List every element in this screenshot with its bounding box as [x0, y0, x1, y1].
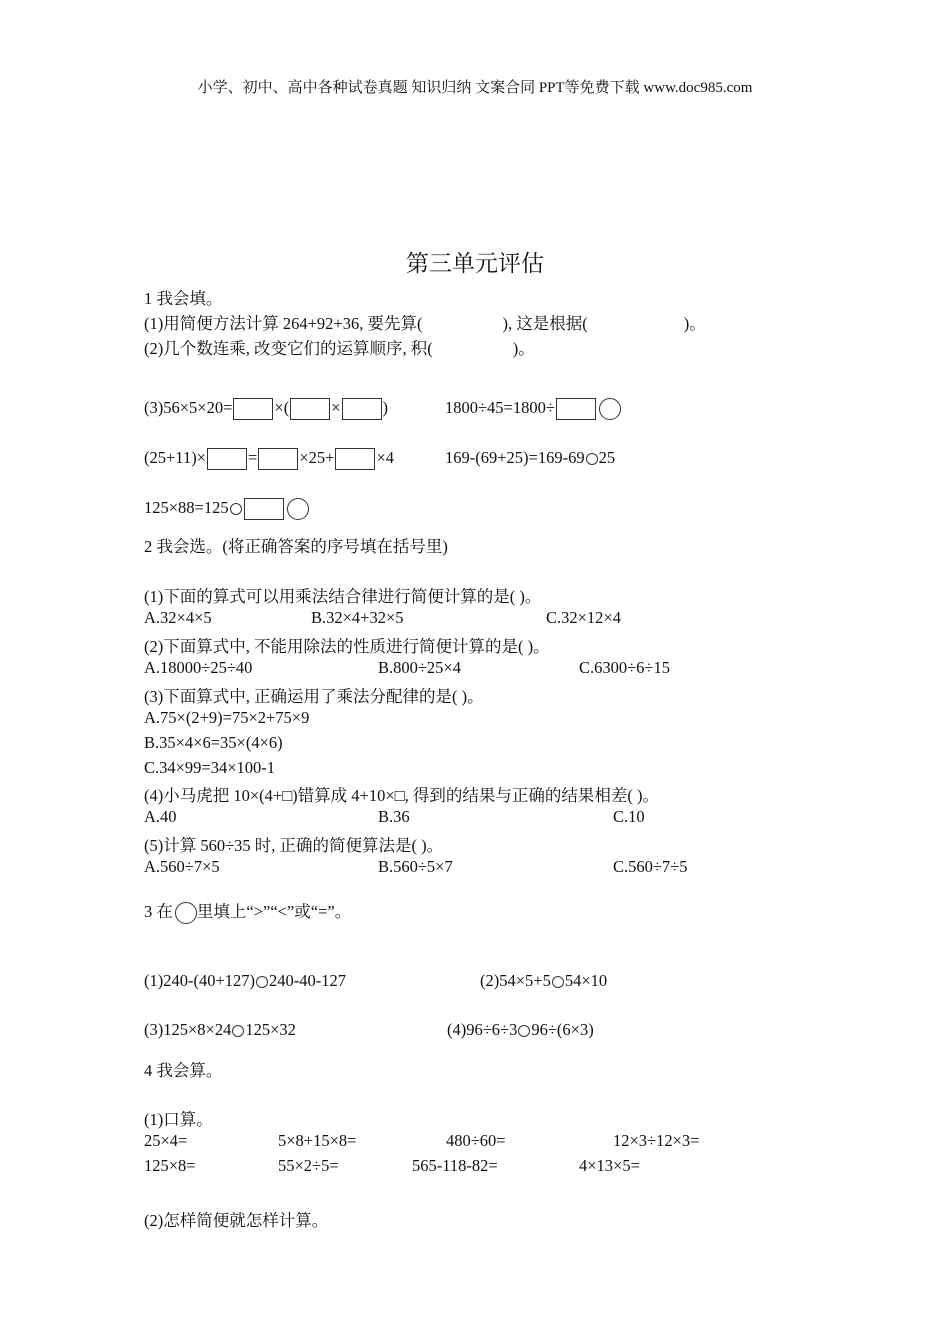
s1-q1-text-c: )。 — [683, 314, 706, 333]
section-1-heading: 1 我会填。 — [144, 289, 223, 308]
s4-subheading-2: (2)怎样简便就怎样计算。 — [144, 1211, 329, 1230]
answer-box[interactable] — [290, 398, 330, 420]
s2-question-2: (2)下面算式中, 不能用除法的性质进行简便计算的是( )。 — [144, 637, 550, 656]
option-a[interactable]: A.75×(2+9)=75×2+75×9 — [144, 708, 310, 727]
s1-question-2 — [144, 335, 535, 359]
s1-question-4-right — [445, 448, 615, 468]
s1-q3-right-text: 1800÷45=1800÷ — [445, 398, 555, 417]
s1-q4-text-d: ×4 — [376, 448, 394, 467]
compare-circle[interactable] — [518, 1025, 530, 1037]
option-c[interactable]: C.32×12×4 — [546, 608, 621, 627]
s1-q3-text-a: (3)56×5×20= — [144, 398, 233, 417]
s2-options-2 — [144, 658, 670, 678]
answer-box[interactable] — [207, 448, 247, 470]
s2-options-4 — [144, 807, 645, 827]
s1-q4-right-text-b: 25 — [598, 448, 616, 467]
section-3-heading — [144, 898, 351, 924]
section-2-heading: 2 我会选。(将正确答案的序号填在括号里) — [144, 537, 448, 556]
s2-options-5 — [144, 857, 688, 877]
option-c[interactable]: C.34×99=34×100-1 — [144, 758, 276, 777]
option-a[interactable]: A.18000÷25÷40 — [144, 658, 253, 677]
s1-q4-text-b: = — [248, 448, 258, 467]
s1-q3-text-b: ×( — [274, 398, 290, 417]
s2-question-1: (1)下面的算式可以用乘法结合律进行简便计算的是( )。 — [144, 587, 542, 606]
compare-circle[interactable] — [586, 453, 598, 465]
option-b[interactable]: B.35×4×6=35×(4×6) — [144, 733, 283, 752]
option-a[interactable]: A.32×4×5 — [144, 608, 212, 627]
oral-calc-item: 55×2÷5= — [278, 1156, 339, 1175]
s1-q4-right-text-a: 169-(69+25)=169-69 — [445, 448, 585, 467]
option-b[interactable]: B.36 — [378, 807, 410, 826]
option-c[interactable]: C.10 — [613, 807, 645, 826]
s3-q1-text-b: 240-40-127 — [269, 971, 347, 990]
s3-q2-text-b: 54×10 — [564, 971, 608, 990]
s3-heading-text-a: 3 在 — [144, 902, 173, 921]
s4-subheading-1: (1)口算。 — [144, 1110, 213, 1129]
s3-q3-text-a: (3)125×8×24 — [144, 1020, 232, 1039]
answer-box[interactable] — [335, 448, 375, 470]
s1-question-1 — [144, 310, 706, 334]
s3-q3-text-b: 125×32 — [245, 1020, 296, 1039]
s1-question-3-left — [144, 398, 388, 420]
oral-calc-item: 565-118-82= — [412, 1156, 498, 1175]
s3-q4-text-b: 96÷(6×3) — [531, 1020, 594, 1039]
option-c[interactable]: C.560÷7÷5 — [613, 857, 688, 876]
oral-calc-item: 25×4= — [144, 1131, 188, 1150]
s2-options-1 — [144, 608, 621, 628]
s1-q5-text: 125×88=125 — [144, 498, 229, 517]
option-a[interactable]: A.560÷7×5 — [144, 857, 220, 876]
s1-question-3-right — [445, 398, 621, 420]
s2-question-3: (3)下面算式中, 正确运用了乘法分配律的是( )。 — [144, 687, 484, 706]
s3-heading-text-b: 里填上“>”“<”或“=”。 — [196, 902, 352, 921]
compare-circle[interactable] — [232, 1025, 244, 1037]
s1-q1-text-b: ), 这是根据( — [502, 314, 588, 333]
oral-calc-item: 12×3÷12×3= — [613, 1131, 700, 1150]
s2-question-5: (5)计算 560÷35 时, 正确的简便算法是( )。 — [144, 836, 444, 855]
answer-box[interactable] — [244, 498, 284, 520]
s1-q2-text-b: )。 — [512, 339, 535, 358]
section-4-heading: 4 我会算。 — [144, 1061, 223, 1080]
s1-question-5 — [144, 498, 309, 520]
compare-circle[interactable] — [599, 398, 621, 420]
oral-calc-item: 480÷60= — [446, 1131, 506, 1150]
s4-row-1 — [144, 1131, 699, 1151]
page-title: 第三单元评估 — [406, 251, 544, 277]
option-b[interactable]: B.800÷25×4 — [378, 658, 461, 677]
page-header: 小学、初中、高中各种试卷真题 知识归纳 文案合同 PPT等免费下载 www.doc985.com — [197, 80, 753, 96]
s3-q4-text-a: (4)96÷6÷3 — [447, 1020, 518, 1039]
s1-q2-text-a: (2)几个数连乘, 改变它们的运算顺序, 积( — [144, 339, 433, 358]
answer-box[interactable] — [556, 398, 596, 420]
s1-q3-text-d: ) — [382, 398, 389, 417]
compare-circle[interactable] — [552, 976, 564, 988]
s3-question-1 — [144, 971, 346, 991]
oral-calc-item: 5×8+15×8= — [278, 1131, 357, 1150]
answer-box[interactable] — [342, 398, 382, 420]
s1-q3-text-c: × — [331, 398, 341, 417]
s1-q4-text-c: ×25+ — [299, 448, 335, 467]
compare-circle[interactable] — [230, 503, 242, 515]
circle-icon — [175, 902, 197, 924]
option-c[interactable]: C.6300÷6÷15 — [579, 658, 670, 677]
s3-question-4 — [447, 1020, 594, 1040]
s1-q1-text-a: (1)用简便方法计算 264+92+36, 要先算( — [144, 314, 423, 333]
compare-circle[interactable] — [287, 498, 309, 520]
s1-question-4-left — [144, 448, 394, 470]
option-a[interactable]: A.40 — [144, 807, 177, 826]
s3-q1-text-a: (1)240-(40+127) — [144, 971, 256, 990]
oral-calc-item: 125×8= — [144, 1156, 196, 1175]
compare-circle[interactable] — [256, 976, 268, 988]
s3-question-2 — [480, 971, 607, 991]
oral-calc-item: 4×13×5= — [579, 1156, 640, 1175]
s4-row-2 — [144, 1156, 640, 1176]
answer-box[interactable] — [233, 398, 273, 420]
option-b[interactable]: B.560÷5×7 — [378, 857, 453, 876]
option-b[interactable]: B.32×4+32×5 — [311, 608, 404, 627]
s3-q2-text-a: (2)54×5+5 — [480, 971, 551, 990]
s2-question-4: (4)小马虎把 10×(4+□)错算成 4+10×□, 得到的结果与正确的结果相差( )。 — [144, 786, 659, 805]
answer-box[interactable] — [258, 448, 298, 470]
s3-question-3 — [144, 1020, 296, 1040]
s1-q4-text-a: (25+11)× — [144, 448, 206, 467]
